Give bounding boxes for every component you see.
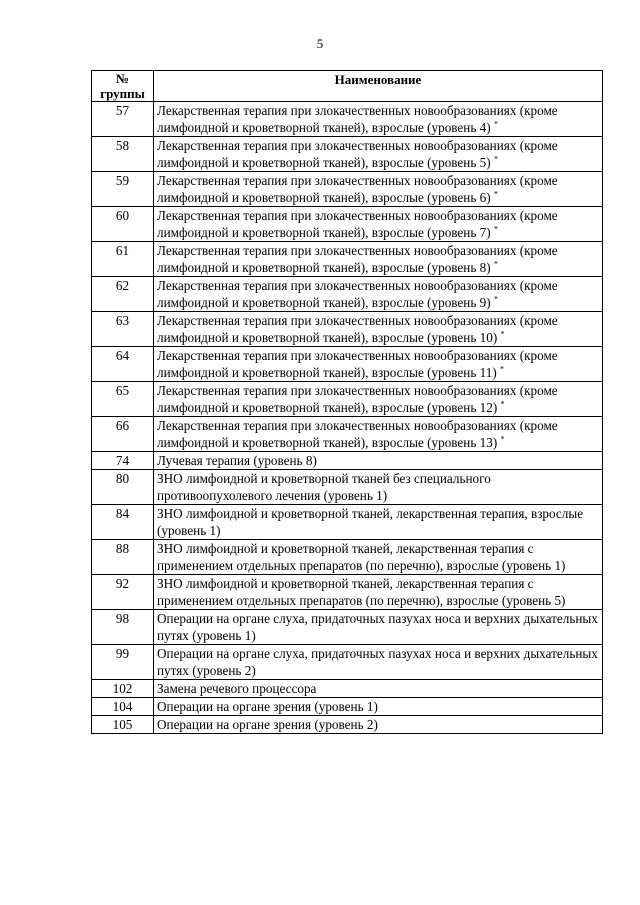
table-row xyxy=(92,470,603,505)
group-number-cell: 98 xyxy=(92,610,154,645)
group-number-cell: 92 xyxy=(92,575,154,610)
table-row xyxy=(92,347,603,382)
group-name-text: Лекарственная терапия при злокачественных новообразованиях (кроме лимфоидной и кроветворной тканей), взрослые (уровень 4) xyxy=(157,103,558,135)
group-name-cell xyxy=(154,716,603,734)
group-name-cell xyxy=(154,698,603,716)
footnote-mark: * xyxy=(493,119,498,129)
group-name-cell xyxy=(154,505,603,540)
group-name-text: Замена речевого процессора xyxy=(157,681,317,696)
header-group-number xyxy=(92,71,154,102)
group-number-cell: 104 xyxy=(92,698,154,716)
group-name-text: Лекарственная терапия при злокачественных новообразованиях (кроме лимфоидной и кроветворной тканей), взрослые (уровень 13) xyxy=(157,418,558,450)
table-row xyxy=(92,610,603,645)
group-number-cell: 84 xyxy=(92,505,154,540)
table-row xyxy=(92,137,603,172)
group-number-cell: 99 xyxy=(92,645,154,680)
table-header-row xyxy=(92,71,603,102)
group-name-text: Лекарственная терапия при злокачественных новообразованиях (кроме лимфоидной и кроветворной тканей), взрослые (уровень 12) xyxy=(157,383,558,415)
table-row xyxy=(92,452,603,470)
footnote-mark: * xyxy=(493,224,498,234)
group-number-cell: 105 xyxy=(92,716,154,734)
footnote-mark: * xyxy=(493,154,498,164)
group-number-cell: 63 xyxy=(92,312,154,347)
group-name-text: Лекарственная терапия при злокачественных новообразованиях (кроме лимфоидной и кроветворной тканей), взрослые (уровень 8) xyxy=(157,243,558,275)
group-name-cell xyxy=(154,277,603,312)
group-number-cell: 57 xyxy=(92,102,154,137)
footnote-mark: * xyxy=(500,329,505,339)
group-name-cell xyxy=(154,610,603,645)
group-name-cell xyxy=(154,575,603,610)
group-number-cell: 64 xyxy=(92,347,154,382)
footnote-mark: * xyxy=(500,364,505,374)
group-name-text: Лекарственная терапия при злокачественных новообразованиях (кроме лимфоидной и кроветворной тканей), взрослые (уровень 10) xyxy=(157,313,558,345)
group-number-cell: 58 xyxy=(92,137,154,172)
group-name-cell xyxy=(154,172,603,207)
group-name-text: Лекарственная терапия при злокачественных новообразованиях (кроме лимфоидной и кроветворной тканей), взрослые (уровень 7) xyxy=(157,208,558,240)
group-name-text: Операции на органе слуха, придаточных пазухах носа и верхних дыхательных путях (уровень 1) xyxy=(157,611,598,643)
footnote-mark: * xyxy=(493,294,498,304)
table-row xyxy=(92,698,603,716)
group-name-cell xyxy=(154,470,603,505)
group-name-cell xyxy=(154,645,603,680)
header-name: Наименование xyxy=(154,71,603,102)
group-name-text: Операции на органе слуха, придаточных пазухах носа и верхних дыхательных путях (уровень 2) xyxy=(157,646,598,678)
group-name-text: ЗНО лимфоидной и кроветворной тканей, лекарственная терапия с применением отдельных препаратов (по перечню), взрослые (уровень 5) xyxy=(157,576,566,608)
group-name-text: ЗНО лимфоидной и кроветворной тканей без специального противоопухолевого лечения (уровень 1) xyxy=(157,471,491,503)
group-name-cell xyxy=(154,680,603,698)
group-name-cell xyxy=(154,137,603,172)
group-number-cell: 88 xyxy=(92,540,154,575)
group-name-cell xyxy=(154,382,603,417)
table-row xyxy=(92,575,603,610)
group-name-text: Операции на органе зрения (уровень 2) xyxy=(157,717,378,732)
footnote-mark: * xyxy=(493,189,498,199)
table-row xyxy=(92,505,603,540)
group-name-cell xyxy=(154,207,603,242)
group-number-cell: 62 xyxy=(92,277,154,312)
group-name-text: Лучевая терапия (уровень 8) xyxy=(157,453,317,468)
header-group-word: группы xyxy=(100,86,145,101)
group-number-cell: 102 xyxy=(92,680,154,698)
group-name-text: ЗНО лимфоидной и кроветворной тканей, лекарственная терапия с применением отдельных препаратов (по перечню), взрослые (уровень 1) xyxy=(157,541,566,573)
table-row xyxy=(92,716,603,734)
group-number-cell: 74 xyxy=(92,452,154,470)
groups-table xyxy=(91,70,603,734)
table-row xyxy=(92,645,603,680)
group-name-text: Лекарственная терапия при злокачественных новообразованиях (кроме лимфоидной и кроветворной тканей), взрослые (уровень 11) xyxy=(157,348,558,380)
group-name-cell xyxy=(154,540,603,575)
group-name-cell xyxy=(154,242,603,277)
footnote-mark: * xyxy=(500,399,505,409)
group-name-cell xyxy=(154,102,603,137)
page-number: 5 xyxy=(316,36,324,51)
table-row xyxy=(92,382,603,417)
group-name-cell xyxy=(154,312,603,347)
group-name-cell xyxy=(154,452,603,470)
group-number-cell: 60 xyxy=(92,207,154,242)
group-number-cell: 59 xyxy=(92,172,154,207)
group-name-text: ЗНО лимфоидной и кроветворной тканей, лекарственная терапия, взрослые (уровень 1) xyxy=(157,506,584,538)
group-name-text: Операции на органе зрения (уровень 1) xyxy=(157,699,378,714)
footnote-mark: * xyxy=(500,434,505,444)
table-row xyxy=(92,540,603,575)
header-number-sign: № xyxy=(115,71,130,86)
table-row xyxy=(92,172,603,207)
table-row xyxy=(92,277,603,312)
group-name-text: Лекарственная терапия при злокачественных новообразованиях (кроме лимфоидной и кроветворной тканей), взрослые (уровень 5) xyxy=(157,138,558,170)
table-row xyxy=(92,312,603,347)
group-name-text: Лекарственная терапия при злокачественных новообразованиях (кроме лимфоидной и кроветворной тканей), взрослые (уровень 9) xyxy=(157,278,558,310)
group-number-cell: 65 xyxy=(92,382,154,417)
group-number-cell: 61 xyxy=(92,242,154,277)
table-row xyxy=(92,680,603,698)
group-name-cell xyxy=(154,347,603,382)
table-row xyxy=(92,417,603,452)
group-name-text: Лекарственная терапия при злокачественных новообразованиях (кроме лимфоидной и кроветворной тканей), взрослые (уровень 6) xyxy=(157,173,558,205)
group-name-cell xyxy=(154,417,603,452)
group-number-cell: 80 xyxy=(92,470,154,505)
group-number-cell: 66 xyxy=(92,417,154,452)
table-row xyxy=(92,207,603,242)
table-row xyxy=(92,242,603,277)
table-row xyxy=(92,102,603,137)
footnote-mark: * xyxy=(493,259,498,269)
